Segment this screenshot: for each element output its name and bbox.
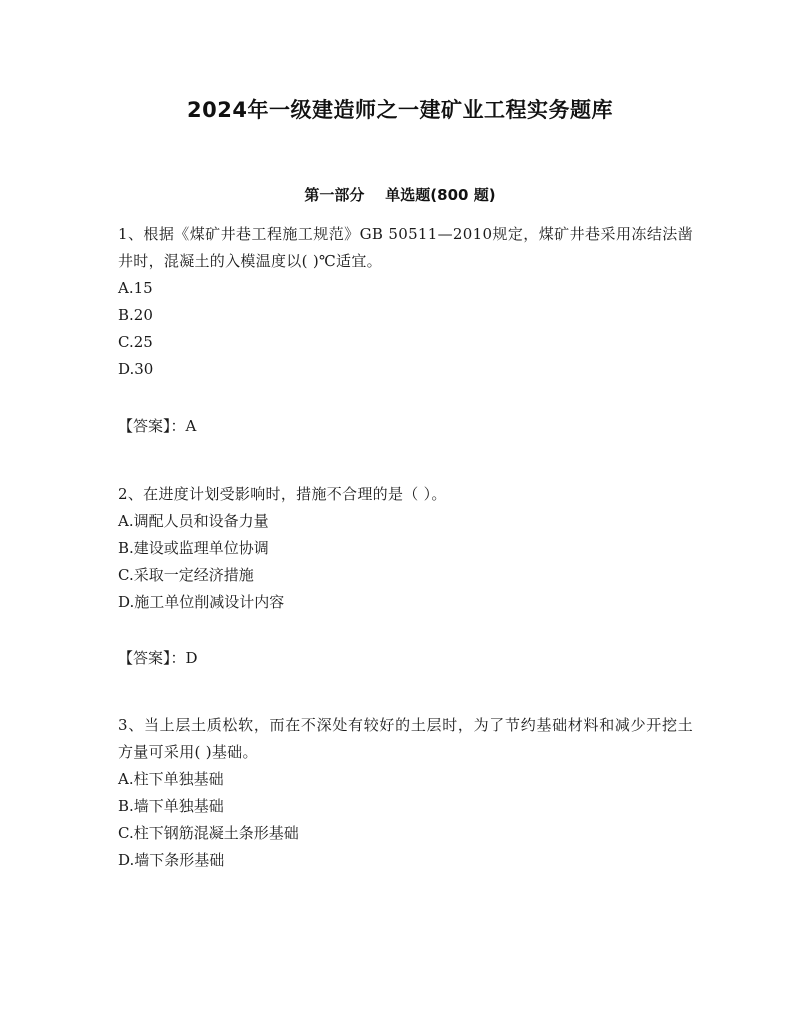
question-2 <box>118 481 693 616</box>
section-title: 第一部分 单选题(800 题) <box>304 186 496 204</box>
question-stem: 2、在进度计划受影响时，措施不合理的是（ ）。 <box>118 485 447 503</box>
question-3 <box>118 712 693 874</box>
option-d: D.30 <box>118 360 154 378</box>
option-a: A.柱下单独基础 <box>118 770 224 788</box>
option-a: A.调配人员和设备力量 <box>118 512 269 530</box>
option-b: B.20 <box>118 306 153 324</box>
question-stem: 1、根据《煤矿井巷工程施工规范》GB 50511—2010规定，煤矿井巷采用冻结法凿井时，混凝土的入模温度以( )℃适宜。 <box>118 225 693 270</box>
option-d: D.施工单位削减设计内容 <box>118 593 285 611</box>
question-1 <box>118 221 693 383</box>
option-a: A.15 <box>118 279 153 297</box>
option-c: C.采取一定经济措施 <box>118 566 254 584</box>
option-list <box>118 766 693 874</box>
option-list <box>118 508 693 616</box>
option-c: C.25 <box>118 333 153 351</box>
document-title: 2024年一级建造师之一建矿业工程实务题库 <box>187 98 613 122</box>
option-d: D.墙下条形基础 <box>118 851 225 869</box>
option-b: B.墙下单独基础 <box>118 797 224 815</box>
option-b: B.建设或监理单位协调 <box>118 539 269 557</box>
answer-1: 【答案】：A <box>118 417 197 435</box>
option-c: C.柱下钢筋混凝土条形基础 <box>118 824 299 842</box>
answer-2: 【答案】：D <box>118 649 198 667</box>
option-list <box>118 275 693 383</box>
question-stem: 3、当上层土质松软，而在不深处有较好的土层时，为了节约基础材料和减少开挖土方量可采用( )基础。 <box>118 716 693 761</box>
